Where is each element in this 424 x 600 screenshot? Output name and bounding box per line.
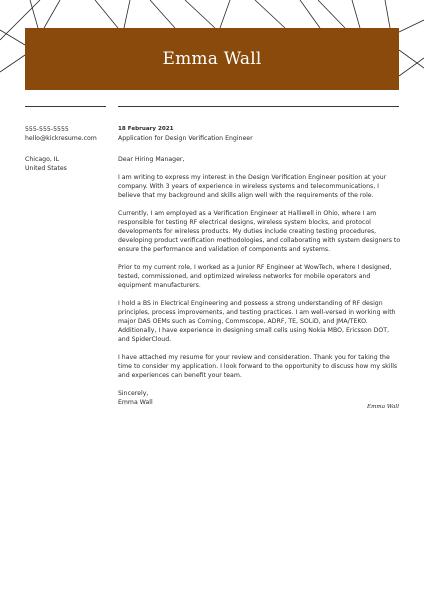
paragraph-2: Currently, I am employed as a Verification Engineer at Halliwell in Ohio, where I am responsible for testing RF electrical designs, wireless system blocks, and protocol developments for wireless products. My duties include creating testing procedures, developing product verification methodologies, and collaborating with system designers to ensure the performance and validation of components and systems. [118,210,401,253]
phone-number: 555-555-5555 [25,126,69,133]
closing-name: Emma Wall [118,399,153,406]
header-banner [25,28,399,90]
letter-subject: Application for Design Verification Engineer [118,135,253,142]
greeting: Dear Hiring Manager, [118,156,185,163]
email-address: hello@kickresume.com [25,135,97,142]
paragraph-1: I am writing to express my interest in the Design Verification Engineer position at your company. With 3 years of experience in wireless systems and telecommunications, I believe that my background and skills align well with the requirements of the role. [118,174,387,199]
country: United States [25,165,67,172]
paragraph-4: I hold a BS in Electrical Engineering and possess a strong understanding of RF design principles, process improvements, and testing practices. I am well-versed in working with major DAS OEMs such as Corning, Commscope, ADRF, TE, SOLiD, and JMA/TEKO. Additionally, I have experience in designing small cells using Nokia MBO, Ericsson DOT, and SpiderCloud. [118,300,396,343]
letter-date: 18 February 2021 [118,126,174,132]
paragraph-3: Prior to my current role, I worked as a Junior RF Engineer at WowTech, where I designed, tested, commissioned, and optimized wireless networks for mobile operators and equipment manufacturers. [118,264,392,289]
paragraph-5: I have attached my resume for your review and consideration. Thank you for taking the time to consider my application. I look forward to the opportunity to discuss how my skills and experiences can benefit your team. [118,354,398,379]
cover-letter-body [118,125,402,407]
contact-info [25,125,115,173]
content-divider [118,106,399,107]
closing: Sincerely, [118,390,149,397]
city: Chicago, IL [25,156,60,163]
sidebar-divider [25,106,106,107]
applicant-name: Emma Wall [162,49,262,69]
signature: Emma Wall [367,404,399,410]
